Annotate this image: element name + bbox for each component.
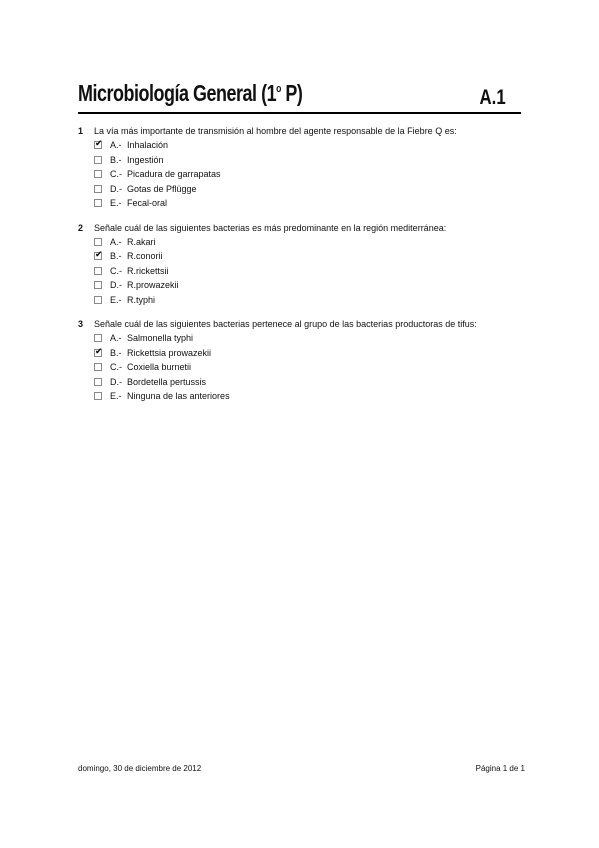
checked-checkbox[interactable] — [94, 349, 102, 357]
option-text: Fecal-oral — [127, 198, 168, 208]
option-text: Rickettsia prowazekii — [127, 347, 212, 358]
option-text: R.rickettsii — [127, 265, 169, 276]
checkbox[interactable] — [94, 238, 102, 246]
option-letter: B.- — [110, 251, 122, 261]
option-letter: D.- — [110, 376, 122, 387]
checkbox[interactable] — [94, 267, 102, 275]
option-text: Ninguna de las anteriores — [127, 391, 230, 401]
checked-checkbox[interactable] — [94, 252, 102, 260]
option-text: Coxiella burnetii — [127, 362, 192, 372]
option-text: Picadura de garrapatas — [127, 169, 221, 179]
option-text: Gotas de Pflügge — [127, 183, 197, 194]
title-text: Microbiología General (1 — [78, 80, 277, 106]
option-letter: C.- — [110, 265, 122, 276]
option-letter: C.- — [110, 169, 122, 179]
answer-option[interactable] — [78, 293, 528, 308]
title-text-end: P) — [280, 80, 303, 106]
answer-option[interactable] — [78, 249, 528, 264]
answer-option[interactable] — [78, 331, 528, 346]
question-prompt — [78, 124, 528, 138]
question-2 — [78, 221, 528, 308]
option-letter: A.- — [110, 140, 122, 150]
exam-code: A.1 — [479, 86, 506, 109]
checkbox[interactable] — [94, 156, 102, 164]
answer-option[interactable] — [78, 153, 528, 168]
footer-date: domingo, 30 de diciembre de 2012 — [78, 764, 202, 773]
option-text: Ingestión — [127, 154, 164, 165]
question-1 — [78, 124, 528, 211]
answer-option[interactable] — [78, 278, 528, 293]
answer-option[interactable] — [78, 182, 528, 197]
question-text: Señale cuál de las siguientes bacterias pertenece al grupo de las bacterias productoras de tifus: — [94, 319, 477, 329]
checked-checkbox[interactable] — [94, 141, 102, 149]
checkbox[interactable] — [94, 281, 102, 289]
header-divider — [78, 112, 521, 114]
option-letter: B.- — [110, 347, 122, 358]
option-letter: E.- — [110, 198, 122, 208]
option-text: R.typhi — [127, 294, 156, 305]
option-letter: E.- — [110, 391, 122, 401]
option-text: R.conorii — [127, 251, 163, 261]
answer-options — [78, 235, 528, 308]
checkbox[interactable] — [94, 334, 102, 342]
option-letter: D.- — [110, 183, 122, 194]
question-prompt — [78, 317, 528, 331]
option-letter: E.- — [110, 294, 122, 305]
answer-option[interactable] — [78, 264, 528, 279]
checkbox[interactable] — [94, 378, 102, 386]
answer-option[interactable] — [78, 360, 528, 375]
question-text: Señale cuál de las siguientes bacterias es más predominante en la región mediterránea: — [94, 222, 447, 233]
question-text: La vía más importante de transmisión al hombre del agente responsable de la Fiebre Q es: — [94, 126, 457, 136]
option-text: Salmonella typhi — [127, 333, 194, 343]
option-letter: B.- — [110, 154, 122, 165]
answer-options — [78, 331, 528, 404]
option-text: Bordetella pertussis — [127, 376, 207, 387]
answer-option[interactable] — [78, 375, 528, 390]
checkbox[interactable] — [94, 185, 102, 193]
answer-options — [78, 138, 528, 211]
option-text: R.akari — [127, 236, 156, 247]
footer-page-number: Página 1 de 1 — [475, 764, 525, 773]
question-number: 2 — [78, 222, 84, 233]
checkbox[interactable] — [94, 170, 102, 178]
title-superscript: o — [276, 83, 281, 95]
answer-option[interactable] — [78, 196, 528, 211]
answer-option[interactable] — [78, 389, 528, 404]
question-prompt — [78, 221, 528, 235]
question-number: 1 — [78, 126, 84, 136]
page-header — [78, 80, 510, 110]
checkbox[interactable] — [94, 296, 102, 304]
answer-option[interactable] — [78, 138, 528, 153]
checkbox[interactable] — [94, 392, 102, 400]
answer-option[interactable] — [78, 167, 528, 182]
question-list — [78, 124, 528, 414]
option-letter: A.- — [110, 236, 122, 247]
option-text: R.prowazekii — [127, 280, 179, 290]
checkbox[interactable] — [94, 199, 102, 207]
option-letter: C.- — [110, 362, 122, 372]
option-letter: A.- — [110, 333, 122, 343]
answer-option[interactable] — [78, 235, 528, 250]
question-number: 3 — [78, 319, 84, 329]
answer-option[interactable] — [78, 346, 528, 361]
checkbox[interactable] — [94, 363, 102, 371]
option-text: Inhalación — [127, 140, 169, 150]
question-3 — [78, 317, 528, 404]
page-title — [78, 80, 302, 107]
option-letter: D.- — [110, 280, 122, 290]
